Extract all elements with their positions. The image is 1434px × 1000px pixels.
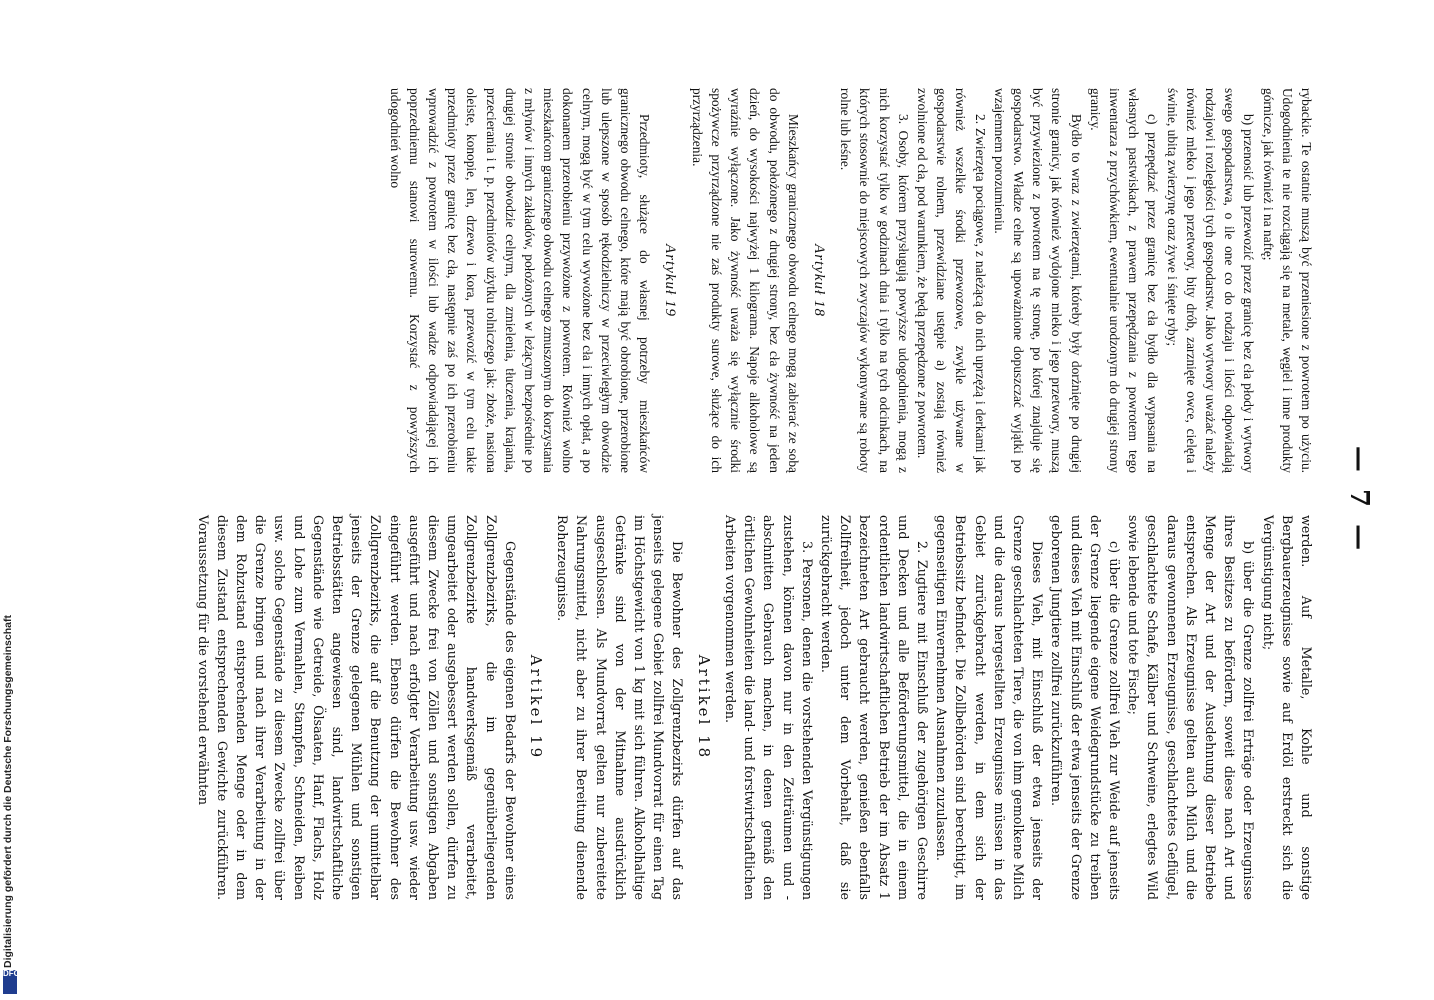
digitization-credit-bar [0, 0, 22, 1000]
polish-paragraph: c) przepędzać przez granicę bez cła bydło dla wypasania na własnych pastwiskach, z prawem przepędzania z powrotem tego inwentarza z przychówkiem, ewentualnie urodzonym do drugiej strony granicy. [1087, 88, 1161, 473]
german-paragraph: b) über die Grenze zollfrei Erträge oder Erzeugnisse ihres Besitzes zu befördern, soweit diese nach Art und Menge der Art und der Ausdehnung dieser Betriebe entsprechen. Als Erzeugnisse gelten auch Milch und die daraus gewonnenen Erzeugnisse, geschlachtetes Geflügel, geschlachtete Schafe, Kälber und Schweine, erlegtes Wild sowie lebende und tote Fische; [1126, 515, 1257, 900]
german-paragraph: Gegenstände des eigenen Bedarfs der Bewohner eines Zollgrenzbezirks, die im gegenüberliegenden Zollgrenzbezirke handwerksgemäß verarbeitet, umgearbeitet oder ausgebessert werden sollen, dürfen zu diesem Zwecke frei von Zöllen und sonstigen Abgaben ausgeführt und nach erfolgter Verarbeitung usw. wieder eingeführt werden. Ebenso dürfen die Bewohner des Zollgrenzbezirks, die auf die Benutzung der unmittelbar jenseits der Grenze gelegenen Mühlen und sonstigen Betriebsstätten angewiesen sind, landwirtschaftliche Gegenstände wie Getreide, Ölsaaten, Hanf, Flachs, Holz und Lohe zum Vermahlen, Stampfen, Schneiden, Reiben usw. solche Gegenstände zu diesem Zwecke zollfrei über die Grenze bringen und nach ihrer Verarbeitung in der dem Rohzustand entsprechenden Menge oder in dem diesem Zustand entsprechenden Gewichte zurückführen. Voraussetzung für die vorstehend erwähnten [195, 515, 518, 900]
polish-paragraph: 3. Osoby, którem przysługują powyższe udogodnienia, mogą z nich korzystać tylko w godzinach dnia i tylko na tych odcinkach, na których stosownie do miejscowych zwyczajów wykonywane są roboty rolne lub leśne. [838, 88, 911, 473]
german-paragraph: Die Bewohner des Zollgrenzbezirks dürfen auf das jenseits gelegene Gebiet zollfrei Mundvorrat für einen Tag im Höchstgewicht von 1 kg mit sich führen. Alkoholhaltige Getränke sind von der Mitnahme ausdrücklich ausgeschlossen. Als Mundvorrat gelten nur zubereitete Nahrungsmittel, nicht aber zu ihrer Bereitung dienende Roherzeugnisse. [555, 515, 686, 900]
polish-article-heading: Artykuł 18 [810, 244, 827, 317]
german-paragraph: 2. Zugtiere mit Einschluß der zugehörigen Geschirre und Decken und alle Beförderungsmittel, die in einem ordentlichen landwirtschaftlichen Betrieb der im Absatz 1 bezeichneten Art gebraucht werden, genießen ebenfalls Zollfreiheit, jedoch unter dem Vorbehalt, daß sie zurückgebracht werden. [818, 515, 930, 900]
polish-paragraph: b) przenosić lub przewozić przez granicę bez cła płody i wytwory swego gospodarstwa, o ile one co do rodzaju i ilości odpowiadają rodzajowi i rozległości tych gospodarstw. Jako wytwory uważać należy również mleko i jego przetwory, bity drób, zarznięte owce, cielęta i świnie, ubitą zwierzynę oraz żywe i śnięte ryby; [1164, 88, 1257, 473]
polish-paragraph: rybackie. Te ostatnie muszą być przeniesione z powrotem po użyciu. Udogodnienia te nie rozciągają się na metale, węgiel i inne produkty górnicze, jak również i na naftę; [1260, 88, 1314, 473]
polish-paragraph: Przedmioty, służące do własnej potrzeby mieszkańców granicznego obwodu celnego, które mają być obrobione, przerobione lub ulepszone w sposób rękodzielniczy w przeciwległym obwodzie celnym, mogą być w tym celu wywożone bez cła i innych opłat, a po dokonanem przerobieniu przywożone z powrotem. Również wolno mieszkańcom granicznego obwodu celnego zmuszonym do korzystania z młynów i innych zakładów, położonych w leżącym bezpośrednie po drugiej stronie obwodzie celnym, dla zmielenia, tłuczenia, krajania, przecierania i t. p. przedmiotów użytku rolniczego jak: zboże, nasiona oleiste, konopie, len, drzewo i kora, przewozić w tym celu takie przedmioty przez granicę bez cła, następnie zaś po ich przerobieniu wprowadzić z powrotem w ilości lub wadze odpowiadającej ich poprzedniemu stanowi surowemu. Korzystać z powyższych udogodnień wolno [387, 88, 653, 473]
polish-paragraph: Mieszkańcy granicznego obwodu celnego mogą zabierać ze sobą do obwodu, położonego z drugiej strony, bez cła żywność na jeden dzień, do wysokości najwyżej 1 kilograma. Napoje alkoholowe są wyraźnie wyłączone. Jako żywność uważa się wyłącznie środki spożywcze przyrządzone nie zaś produkty surowe, służące do ich przyrządzenia. [689, 88, 801, 473]
german-paragraph: 3. Personen, denen die vorstehenden Vergünstigungen zustehen, können davon nur in den Zeiträumen und -abschnitten Gebrauch machen, in denen gemäß den örtlichen Gewohnheiten die land- und forstwirtschaftlichen Arbeiten vorgenommen werden. [722, 515, 815, 900]
dfg-logo-icon [3, 969, 20, 994]
german-article-heading: Artikel 18 [694, 654, 713, 761]
german-article-heading: Artikel 19 [527, 654, 546, 761]
polish-article-heading: Artykuł 19 [662, 244, 679, 317]
german-paragraph: Dieses Vieh, mit Einschluß der etwa jenseits der Grenze geschlachteten Tiere, die von ihm gemolkene Milch und die daraus hergestellten Erzeugnisse müssen in das Gebiet zurückgebracht werden, in dem sich der Betriebssitz befindet. Die Zollbehörden sind berechtigt, im gegenseitigen Einvernehmen Ausnahmen zuzulassen. [934, 515, 1046, 900]
german-column [195, 515, 1316, 900]
polish-paragraph: 2. Zwierzęta pociągowe, z należącą do nich uprzężą i derkami jak również wszelkie środki przewozowe, zwykle używane w gospodarstwie rolnem, przewidziane ustępie a) zostają również zwolnione od cła, pod warunkiem, że będą przepędzone z powrotem. [914, 88, 988, 473]
polish-paragraph: Bydło to wraz z zwierzętami, któreby były dorżnięte po drugiej stronie granicy, jak również wydojone mleko i jego przetwory, muszą być przywiezione z powrotem na tę stronę, po której znajduje się gospodarstwo. Władze celne są upoważnione dopuszczać wyjątki po wzajemnem porozumieniu. [991, 88, 1084, 473]
german-paragraph: werden. Auf Metalle, Kohle und sonstige Bergbauerzeugnisse sowie auf Erdöl erstreckt sich die Vergünstigung nicht; [1260, 515, 1314, 900]
german-paragraph: c) über die Grenze zollfrei Vieh zur Weide auf jenseits der Grenze liegende eigene Weidegrundstücke zu treiben und dieses Vieh mit Einschluß der etwa jenseits der Grenze geborenen Jungtiere zollfrei zurückzuführen. [1049, 515, 1122, 900]
dfg-logo-text: DFG [3, 969, 20, 978]
dfg-credit-text: Digitalisierung gefördert durch die Deutsche Forschungsgemeinschaft [2, 615, 14, 968]
page-number: — 7 — [1344, 445, 1374, 555]
polish-column [206, 88, 1316, 473]
